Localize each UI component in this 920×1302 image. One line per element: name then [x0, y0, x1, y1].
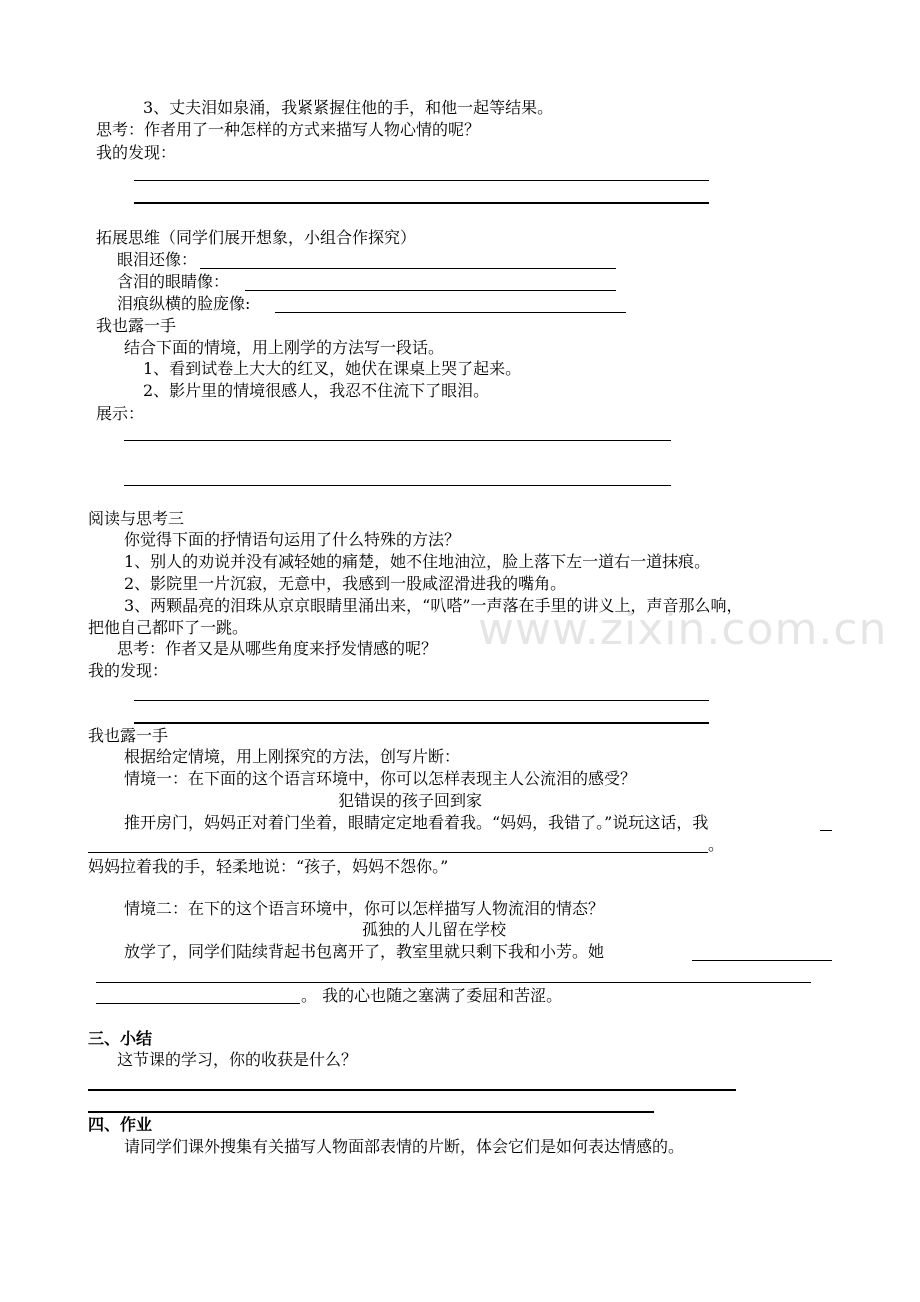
try2-situation1-text: 推开房门，妈妈正对着门坐着，眼睛定定地看着我。“妈妈，我错了。”说玩这话，我 [124, 813, 709, 832]
situation2-blank[interactable] [96, 982, 811, 983]
reading3-item1: 1、别人的劝说并没有减轻她的痛楚，她不住地油泣，脸上落下左一道右一道抹痕。 [124, 552, 711, 571]
reading3-item2: 2、影院里一片沉寂，无意中，我感到一股咸涩滑进我的嘴角。 [124, 574, 567, 593]
expand-q2-blank[interactable] [245, 290, 616, 291]
homework-title: 四、作业 [88, 1115, 153, 1134]
answer-line[interactable] [134, 700, 709, 701]
try2-situation2-title: 孤独的人儿留在学校 [362, 920, 507, 939]
expand-q3: 泪痕纵横的脸庞像: [117, 294, 251, 313]
try1-title: 我也露一手 [96, 316, 177, 335]
answer-line[interactable] [134, 180, 709, 181]
expand-title: 拓展思维（同学们展开想象，小组合作探究） [96, 228, 417, 247]
summary-answer-line[interactable] [88, 1089, 736, 1091]
reading2-finding-label: 我的发现： [96, 143, 177, 162]
reading2-item3: 3、丈夫泪如泉涌，我紧紧握住他的手，和他一起等结果。 [143, 98, 554, 117]
expand-q3-blank[interactable] [275, 312, 626, 313]
try2-situation2: 情境二：在下的这个语言环境中，你可以怎样描写人物流泪的情态？ [124, 899, 605, 918]
situation1-blank-start[interactable] [820, 830, 832, 831]
try1-instruction: 结合下面的情境，用上刚学的方法写一段话。 [124, 338, 445, 357]
show-line[interactable] [124, 440, 671, 441]
try1-show-label: 展示： [96, 404, 145, 423]
watermark: www.zixin.com.cn [478, 604, 888, 655]
answer-line[interactable] [134, 722, 709, 724]
situation1-period: 。 [708, 835, 725, 854]
reading3-question: 你觉得下面的抒情语句运用了什么特殊的方法？ [124, 530, 461, 549]
expand-q1: 眼泪还像： [117, 250, 198, 269]
reading3-title: 阅读与思考三 [88, 509, 185, 528]
situation2-blank-end[interactable] [96, 1003, 300, 1004]
try2-situation1: 情境一：在下面的这个语言环境中，你可以怎样表现主人公流泪的感受？ [124, 769, 637, 788]
try2-situation2-text: 放学了，同学们陆续背起书包离开了，教室里就只剩下我和小芳。她 [124, 942, 605, 961]
try2-situation1-end: 妈妈拉着我的手，轻柔地说：“孩子，妈妈不怨你。” [88, 857, 449, 876]
expand-q2: 含泪的眼睛像： [117, 272, 230, 291]
summary-answer-line[interactable] [88, 1111, 654, 1113]
reading3-item3-line2: 把他自己都吓了一跳。 [88, 618, 249, 637]
try2-instruction: 根据给定情境，用上刚探究的方法，创写片断： [124, 747, 461, 766]
reading3-finding-label: 我的发现： [88, 661, 169, 680]
reading2-think: 思考：作者用了一种怎样的方式来描写人物心情的呢？ [96, 120, 481, 139]
summary-title: 三、小结 [88, 1029, 153, 1048]
try1-s2: 2、影片里的情境很感人，我忍不住流下了眼泪。 [143, 381, 490, 400]
show-line[interactable] [124, 485, 671, 486]
homework-text: 请同学们课外搜集有关描写人物面部表情的片断，体会它们是如何表达情感的。 [124, 1137, 685, 1156]
try2-title: 我也露一手 [88, 726, 169, 745]
situation1-blank[interactable] [88, 852, 708, 853]
expand-q1-blank[interactable] [200, 268, 616, 269]
answer-line[interactable] [134, 202, 709, 204]
reading3-think: 思考：作者又是从哪些角度来抒发情感的呢？ [117, 639, 438, 658]
try2-situation1-title: 犯错误的孩子回到家 [338, 791, 483, 810]
situation2-blank-start[interactable] [692, 960, 832, 961]
try2-situation2-end: 。 我的心也随之塞满了委屈和苦涩。 [301, 986, 563, 1005]
try1-s1: 1、看到试卷上大大的红叉，她伏在课桌上哭了起来。 [143, 359, 522, 378]
reading3-item3-line1: 3、两颗晶亮的泪珠从京京眼睛里涌出来，“叭嗒”一声落在手里的讲义上，声音那么响， [124, 596, 743, 615]
summary-question: 这节课的学习，你的收获是什么？ [117, 1050, 358, 1069]
